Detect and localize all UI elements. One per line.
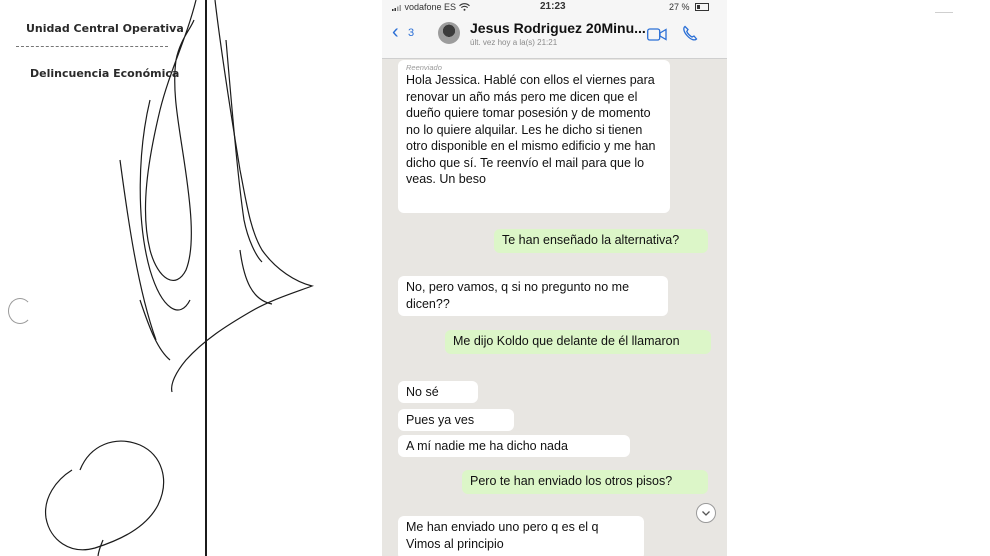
- message-bubble-incoming[interactable]: [398, 60, 670, 213]
- message-bubble-incoming[interactable]: [398, 516, 644, 556]
- message-text: Pues ya ves: [406, 413, 475, 427]
- message-bubble-outgoing[interactable]: [494, 229, 708, 253]
- forwarded-label: Reenviado: [406, 63, 442, 72]
- status-bar: [382, 0, 727, 14]
- battery-percent: 27 %: [668, 2, 690, 12]
- message-bubble-incoming[interactable]: [398, 381, 478, 403]
- contact-name[interactable]: Jesus Rodriguez 20Minu...: [470, 20, 646, 36]
- battery-icon: [695, 3, 709, 11]
- chat-header: [382, 14, 727, 59]
- scanned-document: [0, 0, 380, 556]
- back-unread-count[interactable]: 3: [408, 27, 415, 39]
- message-text: No, pero vamos, q si no pregunto no me dicen??: [406, 280, 630, 311]
- signal-icon: [392, 4, 402, 11]
- message-bubble-incoming[interactable]: [398, 409, 514, 431]
- message-text: Hola Jessica. Hablé con ellos el viernes para renovar un año más pero me dicen que el dueño quiere tomar posesión y de momento no lo quiere alquilar. Les he dicho si tienen otro disponible en el mismo edificio y me han dicho que sí. Te reenvío el mail para que lo veas. Un beso: [406, 73, 656, 186]
- message-bubble-incoming[interactable]: [398, 276, 668, 316]
- wifi-icon: [459, 3, 470, 11]
- message-text: No sé: [406, 385, 439, 399]
- message-bubble-outgoing[interactable]: [445, 330, 711, 354]
- carrier-name: vodafone ES: [404, 2, 457, 12]
- message-text: A mí nadie me ha dicho nada: [406, 439, 568, 453]
- margin-mark: [935, 12, 953, 13]
- phone-screenshot: [382, 0, 727, 556]
- message-text: Me dijo Koldo que delante de él llamaron: [453, 334, 680, 348]
- video-camera-icon[interactable]: [647, 28, 667, 41]
- chevron-left-icon[interactable]: ‹: [392, 21, 399, 43]
- chevron-down-icon: [697, 504, 715, 522]
- message-bubble-outgoing[interactable]: [462, 470, 708, 494]
- contact-avatar[interactable]: [438, 22, 460, 44]
- phone-icon[interactable]: [682, 25, 699, 42]
- scroll-to-bottom-button[interactable]: [696, 503, 716, 523]
- handwritten-signature: [0, 0, 380, 556]
- unit-label: Unidad Central Operativa: [26, 22, 184, 35]
- chat-messages: [382, 58, 727, 556]
- message-text: Te han enseñado la alternativa?: [502, 233, 680, 247]
- contact-last-seen: últ. vez hoy a la(s) 21:21: [470, 38, 558, 47]
- message-text: Me han enviado uno pero q es el q Vimos al principio: [406, 520, 599, 551]
- department-label: Delincuencia Económica: [30, 67, 180, 80]
- status-time: 21:23: [540, 1, 566, 12]
- message-text: Pero te han enviado los otros pisos?: [470, 474, 673, 488]
- message-bubble-incoming[interactable]: [398, 435, 630, 457]
